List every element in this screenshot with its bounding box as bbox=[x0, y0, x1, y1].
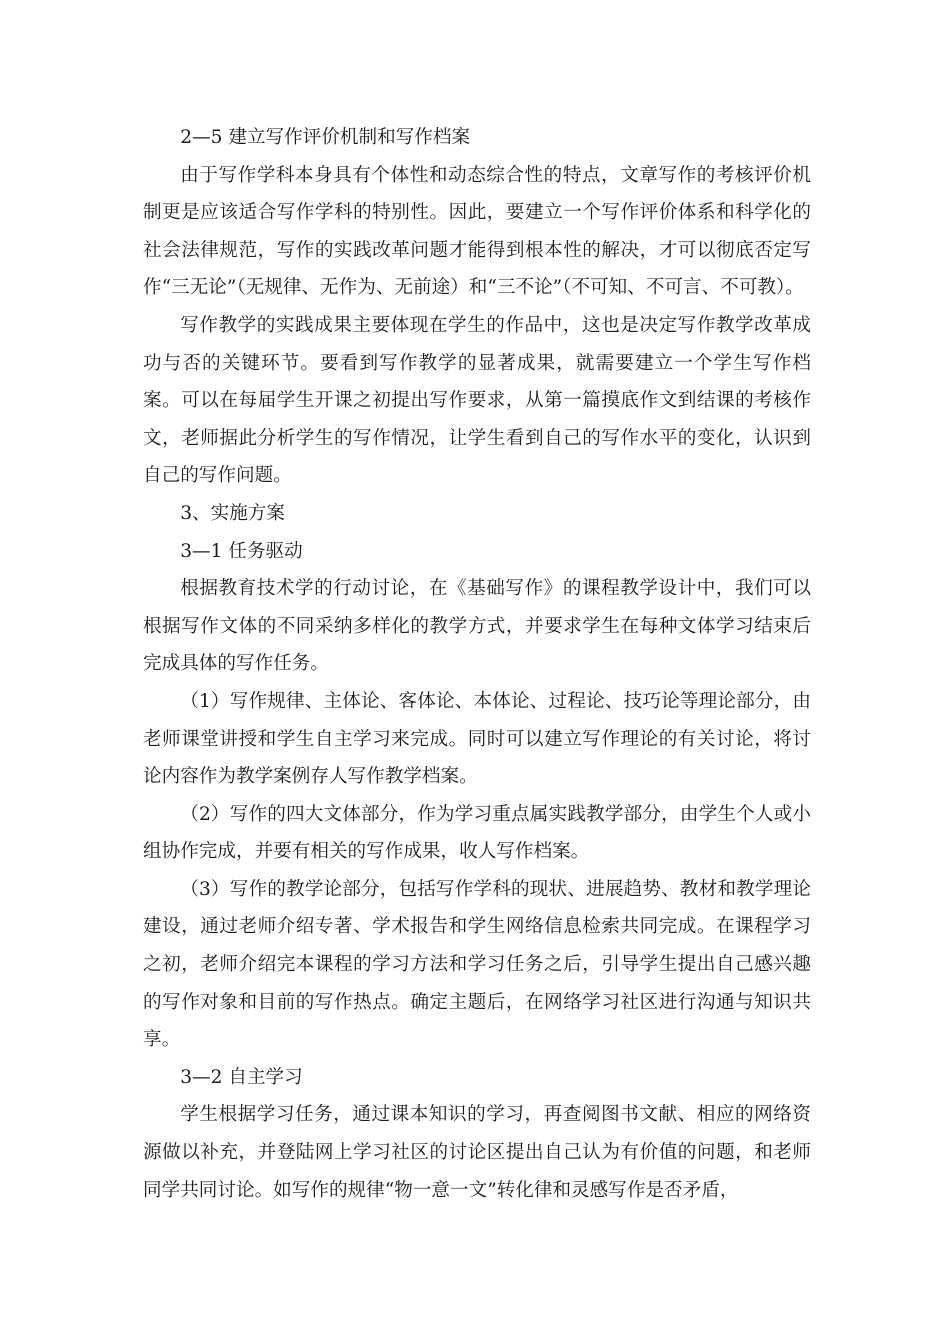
paragraph: 学生根据学习任务，通过课本知识的学习，再查阅图书文献、相应的网络资源做以补充，并登陆网上学习社区的讨论区提出自己认为有价值的问题，和老师同学共同讨论。如写作的规律“物一意一文”转化律和灵感写作是否矛盾， bbox=[143, 1104, 811, 1201]
section-heading: 3—2 自主学习 bbox=[180, 1066, 303, 1088]
document-body bbox=[143, 119, 811, 1209]
paragraph: 由于写作学科本身具有个体性和动态综合性的特点，文章写作的考核评价机制更是应该适合写作学科的特别性。因此，要建立一个写作评价体系和科学化的社会法律规范，写作的实践改革问题才能得到根本性的解决，才可以彻底否定写作“三无论”（无规律、无作为、无前途）和“三不论”（不可知、不可言、不可教）。 bbox=[143, 164, 811, 299]
section-heading: 3、实施方案 bbox=[180, 502, 285, 524]
list-item: （2）写作的四大文体部分，作为学习重点属实践教学部分，由学生个人或小组协作完成，并要有相关的写作成果，收人写作档案。 bbox=[143, 803, 811, 863]
paragraph: 根据教育技术学的行动讨论，在《基础写作》的课程教学设计中，我们可以根据写作文体的不同采纳多样化的教学方式，并要求学生在每种文体学习结束后完成具体的写作任务。 bbox=[143, 578, 811, 675]
section-heading: 3—1 任务驱动 bbox=[180, 540, 303, 562]
paragraph: 写作教学的实践成果主要体现在学生的作品中，这也是决定写作教学改革成功与否的关键环节。要看到写作教学的显著成果，就需要建立一个学生写作档案。可以在每届学生开课之初提出写作要求，从第一篇摸底作文到结课的考核作文，老师据此分析学生的写作情况，让学生看到自己的写作水平的变化，认识到自己的写作问题。 bbox=[143, 314, 811, 487]
section-heading: 2—5 建立写作评价机制和写作档案 bbox=[180, 127, 471, 148]
list-item: （1）写作规律、主体论、客体论、本体论、过程论、技巧论等理论部分，由老师课堂讲授和学生自主学习来完成。同时可以建立写作理论的有关讨论，将讨论内容作为教学案例存人写作教学档案。 bbox=[143, 690, 811, 788]
list-item: （3）写作的教学论部分，包括写作学科的现状、进展趋势、教材和教学理论建设，通过老师介绍专著、学术报告和学生网络信息检索共同完成。在课程学习之初，老师介绍完本课程的学习方法和学习任务之后，引导学生提出自己感兴趣的写作对象和目前的写作热点。确定主题后，在网络学习社区进行沟通与知识共享。 bbox=[143, 878, 811, 1051]
